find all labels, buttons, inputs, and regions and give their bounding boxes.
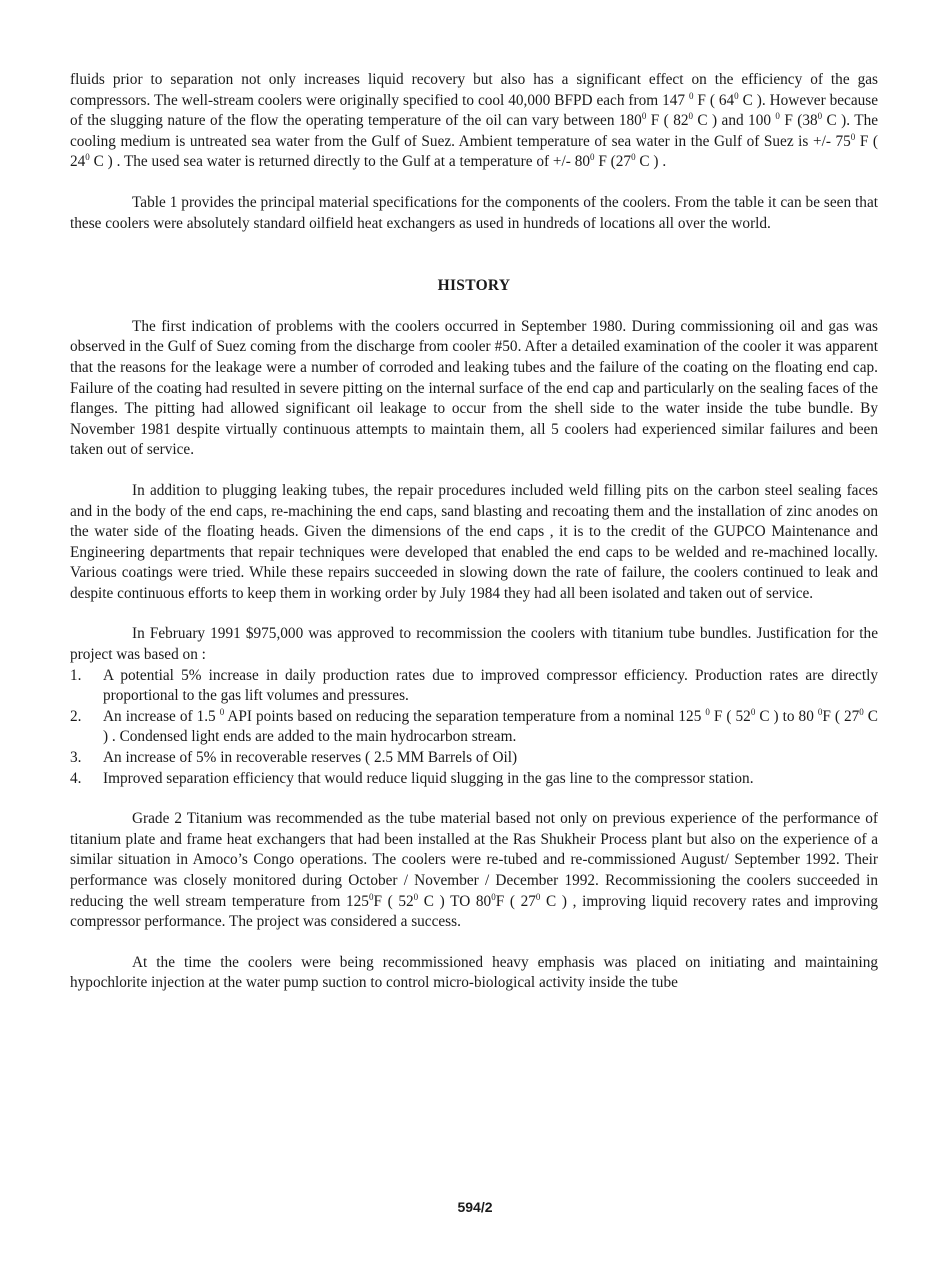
degree-superscript: 0 (850, 131, 856, 142)
list-item-text: An increase of 1.5 $^0$ API points based on reducing the separation temperature from a nominal 125 $^0$ F ( $52^0$ C ) to 80 $^0$F ( $27^0$ C ) . Condensed light ends are added to the main hydrocarbon stream. (103, 706, 878, 746)
list-item (70, 666, 878, 707)
degree-superscript: 0 (368, 891, 374, 902)
degree-superscript: 0 (590, 152, 595, 163)
list-item-text: An increase of 5% in recoverable reserves ( 2.5 MM Barrels of Oil) (103, 749, 518, 767)
degree-superscript: 0 (734, 90, 739, 101)
degree-superscript: 0 (641, 111, 647, 122)
history-paragraph-2: In addition to plugging leaking tubes, the repair procedures included weld filling pits on the carbon steel sealing faces and in the body of the end caps, re-machining the end caps, sand blasting and recoating them and the installation of zinc anodes on the water side of the floating heads. Given the dimensions of the end caps , it is to the credit of the GUPCO Maintenance and Engineering departments that repair techniques were developed that enabled the end caps to be welded and re-machined locally. Various coatings were tried. While these repairs succeeded in slowing down the rate of failure, the coolers continued to leak and despite continuous efforts to keep them in working order by July 1984 they had all been isolated and taken out of service. (70, 481, 878, 602)
history-paragraph-5: At the time the coolers were being recommissioned heavy emphasis was placed on initiating and maintaining hypochlorite injection at the water pump suction to control micro-biological activity inside the tube (70, 953, 878, 992)
history-paragraph-1: The first indication of problems with the coolers occurred in September 1980. During commissioning oil and gas was observed in the Gulf of Suez coming from the discharge from cooler #50. After a detailed examination of the cooler it was apparent that the reasons for the leakage were a number of corroded and leaking tubes and the failure of the coating on the floating end cap. Failure of the coating had resulted in severe pitting on the internal surface of the end cap and particularly on the sealing faces of the flanges. The pitting had allowed significant oil leakage to occur from the shell side to the water inside the tube bundle. By November 1981 despite virtually continuous attempts to maintain them, all 5 coolers had experienced similar failures and been taken out of service. (70, 317, 878, 459)
degree-superscript: 0 (535, 891, 541, 902)
history-paragraph-3: In February 1991 $975,000 was approved to recommission the coolers with titanium tube bundles. Justification for the project was based on : (70, 625, 878, 664)
list-item-number: 1. (70, 666, 82, 684)
list-item-number: 4. (70, 769, 82, 787)
degree-superscript: 0 (688, 111, 693, 122)
justification-list (70, 666, 878, 790)
history-paragraph-4: Grade 2 Titanium was recommended as the tube material based not only on previous experience of the performance of titanium plate and frame heat exchangers that had been installed at the Ras Shukheir Process plant but also on the experience of a similar situation in Amoco’s Congo operations. The coolers were re-tubed and re-commissioned August/ September 1992. Their performance was closely monitored during October / November / December 1992. Recommissioning the coolers succeeded in reducing the well stream temperature from $125^0F$ ( $52^0$ C ) TO $80^0F$ ( $27^0$ C ) , improving liquid recovery rates and improving compressor performance. The project was considered a success. (70, 810, 879, 931)
list-item-number: 3. (70, 749, 82, 767)
degree-superscript: 0 (859, 706, 864, 717)
document-page (70, 70, 878, 994)
degree-superscript: 0 (688, 90, 694, 101)
list-item (70, 769, 878, 790)
degree-superscript: 0 (219, 706, 225, 717)
page-number: 594/2 (457, 1199, 493, 1215)
intro-paragraph-1: fluids prior to separation not only increases liquid recovery but also has a significant effect on the efficiency of the gas compressors. The well-stream coolers were originally specified to cool 40,000 BFPD each from 147 $^0$ F ( $64^0$ C ). However because of the slugging nature of the flow the operating temperature of the oil can vary between $180^0$ F ( $82^0$ C ) and 100 $^0$ F ($38^0$ C ). The cooling medium is untreated sea water from the Gulf of Suez. Ambient temperature of sea water in the Gulf of Suez is +/- $75^0$ F ( $24^0$ C ) . The used sea water is returned directly to the Gulf at a temperature of +/- $80^0$ F ($27^0$ C ) . (70, 71, 879, 171)
list-item-text: Improved separation efficiency that would reduce liquid slugging in the gas line to the compressor station. (103, 769, 754, 787)
degree-superscript: 0 (750, 706, 756, 717)
degree-superscript: 0 (775, 111, 780, 122)
degree-superscript: 0 (817, 706, 823, 717)
list-item-number: 2. (70, 707, 82, 725)
degree-superscript: 0 (631, 152, 636, 163)
section-heading-history: HISTORY (437, 277, 511, 295)
degree-superscript: 0 (705, 706, 710, 717)
intro-paragraph-2: Table 1 provides the principal material specifications for the components of the coolers. From the table it can be seen that these coolers were absolutely standard oilfield heat exchangers as used in hundreds of locations all over the world. (70, 193, 878, 232)
list-item (70, 748, 878, 769)
list-item (70, 707, 878, 748)
list-item-text: A potential 5% increase in daily production rates due to improved compressor efficiency. Production rates are directly proportional to the gas lift volumes and pressures. (103, 666, 878, 705)
degree-superscript: 0 (413, 891, 419, 902)
degree-superscript: 0 (817, 111, 823, 122)
degree-superscript: 0 (85, 152, 90, 163)
degree-superscript: 0 (491, 891, 496, 902)
